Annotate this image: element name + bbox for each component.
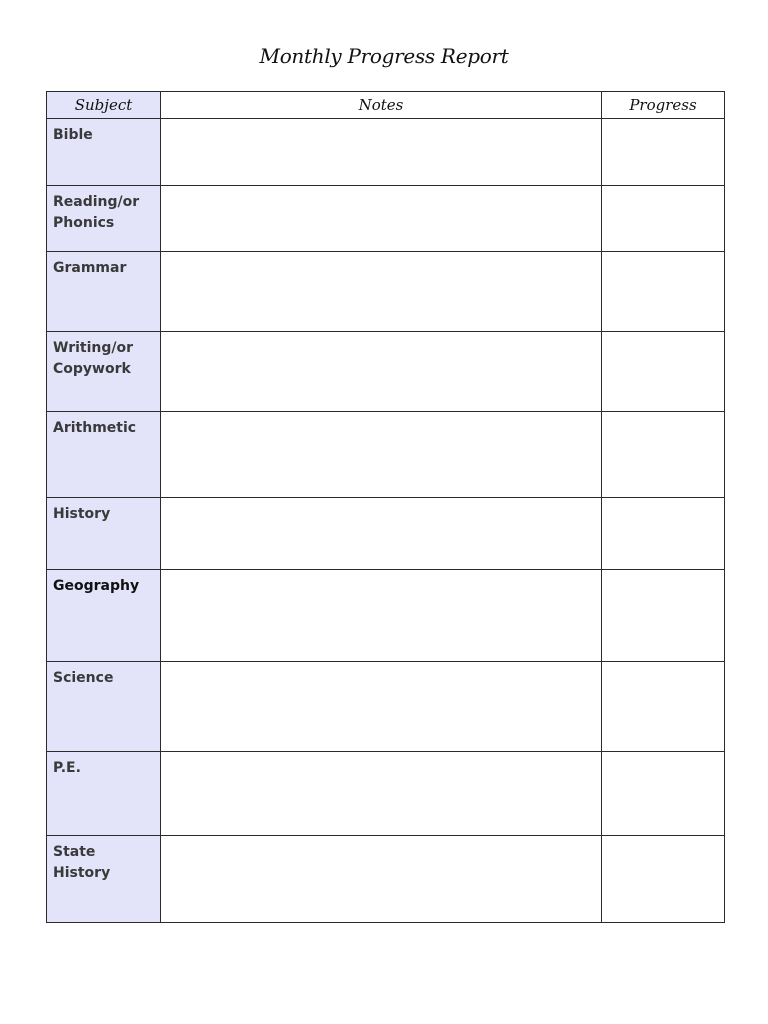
progress-cell[interactable] — [602, 252, 725, 332]
table-row — [47, 662, 725, 752]
subject-cell: History — [47, 498, 161, 570]
table-row — [47, 119, 725, 186]
table-row — [47, 752, 725, 836]
header-notes: Notes — [161, 92, 602, 119]
subject-cell: Geography — [47, 570, 161, 662]
notes-cell[interactable] — [161, 412, 602, 498]
subject-cell: Bible — [47, 119, 161, 186]
progress-cell[interactable] — [602, 119, 725, 186]
notes-cell[interactable] — [161, 332, 602, 412]
subject-cell: State History — [47, 836, 161, 923]
notes-cell[interactable] — [161, 498, 602, 570]
table-row — [47, 836, 725, 923]
page-title: Monthly Progress Report — [259, 44, 509, 68]
header-subject: Subject — [47, 92, 161, 119]
notes-cell[interactable] — [161, 186, 602, 252]
progress-cell[interactable] — [602, 186, 725, 252]
notes-cell[interactable] — [161, 119, 602, 186]
subject-cell: Writing/or Copywork — [47, 332, 161, 412]
table-row — [47, 186, 725, 252]
subject-cell: P.E. — [47, 752, 161, 836]
progress-cell[interactable] — [602, 498, 725, 570]
table-header-row — [47, 92, 725, 119]
notes-cell[interactable] — [161, 570, 602, 662]
subject-cell: Grammar — [47, 252, 161, 332]
table-row — [47, 570, 725, 662]
progress-cell[interactable] — [602, 332, 725, 412]
notes-cell[interactable] — [161, 662, 602, 752]
progress-cell[interactable] — [602, 570, 725, 662]
subject-cell: Arithmetic — [47, 412, 161, 498]
notes-cell[interactable] — [161, 252, 602, 332]
notes-cell[interactable] — [161, 752, 602, 836]
progress-cell[interactable] — [602, 752, 725, 836]
progress-cell[interactable] — [602, 836, 725, 923]
table-row — [47, 412, 725, 498]
subject-cell: Science — [47, 662, 161, 752]
progress-cell[interactable] — [602, 662, 725, 752]
table-row — [47, 332, 725, 412]
table-row — [47, 252, 725, 332]
progress-cell[interactable] — [602, 412, 725, 498]
subject-cell: Reading/or Phonics — [47, 186, 161, 252]
table-row — [47, 498, 725, 570]
header-progress: Progress — [602, 92, 725, 119]
progress-table — [46, 91, 725, 923]
notes-cell[interactable] — [161, 836, 602, 923]
